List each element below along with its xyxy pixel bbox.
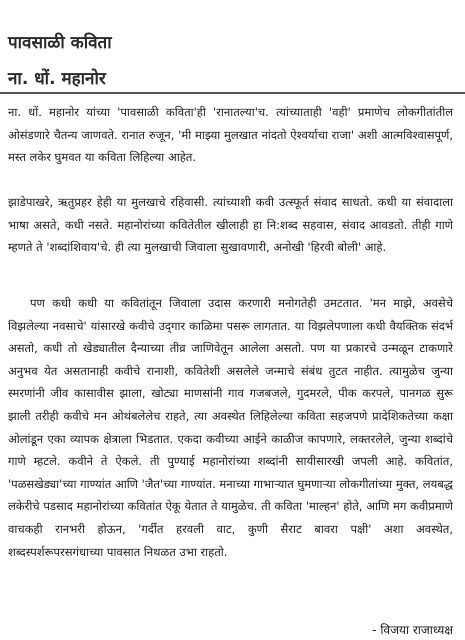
paragraph-1: ना. धों. महानोर यांच्या 'पावसाळी कविता'ही 'रानातल्या'च. त्यांच्याताही 'वही' प्रमाणेच लोकगीतांतील ओसंडणारे चैतन्य जाणवते. रानात रुजून, 'मी माझ्या मुलखात नांदतो ऐश्वर्याचा राजा' अशी आत्मविश्वासपूर्ण, मस्त लकेर घुमवत या कविता लिहिल्या आहेत.	[8, 105, 453, 165]
signature: - विजया राजाध्यक्ष	[372, 623, 453, 637]
author-name: ना. धों. महानोर	[8, 69, 106, 89]
paragraph-2: झाडेपाखरे, ऋतुप्रहर हेही या मुलखाचे रहिवासी. त्यांच्याशी कवी उत्स्फूर्त संवाद साधतो. कधी या संवादाला भाषा असते, कधी नसते. महानोरांच्या कवितेतील खीलाही हा नि:शब्द सहवास, संवाद आवडतो. तीही गाणे म्हणते ते 'शब्दांशिवाय'चे. ही त्या मुलखाची जिवाला सुखावणारी, अनोखी 'हिरवी बोली' आहे.	[8, 195, 453, 255]
page-title: पावसाळी कविता	[8, 33, 112, 53]
header-divider	[0, 92, 465, 94]
paragraph-3: पण कधी कधी या कवितांतून जिवाला उदास करणारी मनोगतेही उमटतात. 'मन माझे, अवसेचे विझलेल्या नवसाचे' यांसारखे कवीचे उद्‌गार काळिमा पसरू लागतात. या विझलेपणाला कधी वैयक्तिक संदर्भ असतो, कधी तो खेड्यातील दैन्याच्या तीव्र जाणिवेतून आलेला असतो. पण या प्रकारचे उन्मळून टाकणारे अनुभव येत असतानाही कवीचे रानाशी, कवितेशी असलेले जन्माचे संबंध तुटत नाहीत. त्यामुळेच जुन्या स्मरणांनी जीव कासावीस झाला, खोट्या माणसांनी गाव गजबजले, गुदमरले, पीक करपले, पानगळ सुरू झाली तरीही कवीचे मन ओथंबलेलेच राहते, त्या अवस्थेत लिहिलेल्या कविता सहजपणे प्रादेशिकतेच्या कक्षा ओलांडून एका व्यापक क्षेत्राला भिडतात. एकदा कवीच्या आईने काळीज कापणारे, लक्तरलेले, जुन्या शब्दांचे गाणे म्हटले. कवीने ते ऐकले. ती पुण्याई महानोरांच्या शब्दांनी सायीसारखी जपली आहे. कवितांत, 'पळसखेड्या'च्या गाण्यांत आणि 'जैत'च्या गाण्यांत. मनाच्या गाभाऱ्यात घुमणाऱ्या लोकगीतांच्या मुक्त, लयबद्ध लकेरीचे पडसाद महानोरांच्या कवितांत ऐकू येतात ते यामुळेच. ती कविता 'माल्हन' होते, आणि मग कवीप्रमाणे वाचकही रानभरी होऊन, 'गर्दीत हरवली वाट, कुणी सैराट बावरा पक्षी' अशा अवस्थेत, शब्दस्पर्शरूपरसगंधाच्या पावसात निथळत उभा राहतो.	[8, 296, 453, 559]
